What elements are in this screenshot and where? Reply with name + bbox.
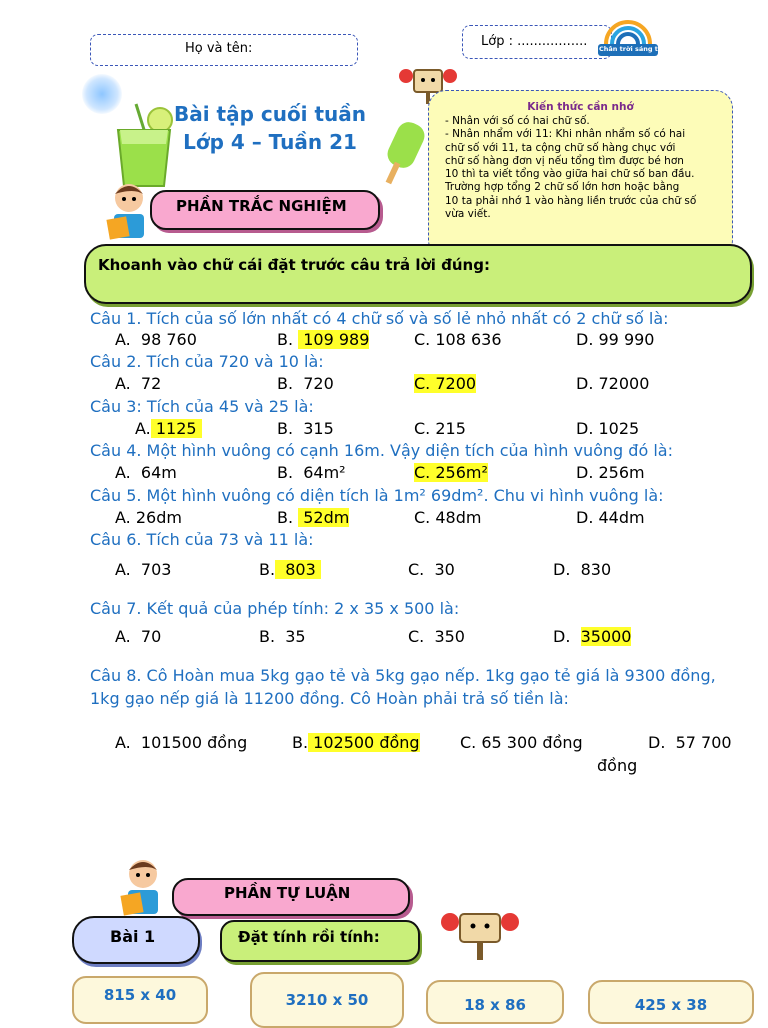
- question-8-line-2: 1kg gạo nếp giá là 11200 đồng. Cô Hoàn phải trả số tiền là:: [90, 689, 569, 708]
- knowledge-line: 10 ta phải nhớ 1 vào hàng liền trước của chữ số: [445, 194, 697, 207]
- q2-option-d[interactable]: D. 72000: [576, 374, 650, 393]
- q7-option-c[interactable]: C. 350: [408, 627, 465, 646]
- bai-1-instruction-banner: [220, 920, 420, 962]
- bai-1-label: Bài 1: [110, 927, 156, 946]
- operation-box-2: [250, 972, 404, 1028]
- answer-highlight: C. 7200: [414, 374, 477, 393]
- class-label: Lớp : .................: [481, 34, 588, 49]
- q6-option-b[interactable]: B. 803: [259, 560, 321, 579]
- knowledge-line: chữ số hàng đơn vị nếu tổng tìm được bé hơn: [445, 154, 684, 167]
- q6-option-a[interactable]: A. 703: [115, 560, 172, 579]
- q4-option-d[interactable]: D. 256m: [576, 463, 645, 482]
- worksheet-title: [160, 100, 380, 156]
- q2-option-c[interactable]: [414, 374, 476, 393]
- boxing-sign-icon: [440, 908, 520, 966]
- question-5: Câu 5. Một hình vuông có diện tích là 1m² 69dm². Chu vi hình vuông là:: [90, 486, 664, 505]
- popsicle-icon: [378, 118, 434, 194]
- operation-box-1: [72, 976, 208, 1024]
- section-multiple-choice-title: [150, 190, 380, 230]
- q3-option-d[interactable]: D. 1025: [576, 419, 640, 438]
- operation-box-4: [588, 980, 754, 1024]
- class-field[interactable]: [462, 25, 612, 59]
- q8-option-d-unit: đồng: [597, 756, 638, 775]
- q8-option-c[interactable]: C. 65 300 đồng: [460, 733, 583, 752]
- q3-option-a[interactable]: A. 1125: [135, 419, 202, 438]
- knowledge-box: [428, 90, 733, 258]
- q8-option-b[interactable]: B. 102500 đồng: [292, 733, 420, 752]
- q5-option-a[interactable]: A. 26dm: [115, 508, 182, 527]
- answer-highlight: 803: [275, 560, 321, 579]
- name-field[interactable]: [90, 34, 358, 66]
- section-1-title: PHẦN TRẮC NGHIỆM: [176, 197, 347, 215]
- operation-3: 18 x 86: [464, 996, 526, 1014]
- q1-option-c[interactable]: C. 108 636: [414, 330, 502, 349]
- q8-option-a[interactable]: A. 101500 đồng: [115, 733, 248, 752]
- knowledge-line: 10 thì ta viết tổng vào giữa hai chữ số ban đầu.: [445, 168, 695, 181]
- q5-option-c[interactable]: C. 48dm: [414, 508, 482, 527]
- question-3: Câu 3: Tích của 45 và 25 là:: [90, 397, 314, 416]
- operation-4: 425 x 38: [634, 996, 708, 1014]
- knowledge-line: - Nhân với số có hai chữ số.: [445, 115, 590, 127]
- q1-option-a[interactable]: A. 98 760: [115, 330, 197, 349]
- question-1: Câu 1. Tích của số lớn nhất có 4 chữ số và số lẻ nhỏ nhất có 2 chữ số là:: [90, 309, 669, 328]
- knowledge-line: vừa viết.: [445, 208, 491, 221]
- question-4: Câu 4. Một hình vuông có cạnh 16m. Vậy diện tích của hình vuông đó là:: [90, 441, 673, 460]
- q2-option-a[interactable]: A. 72: [115, 374, 162, 393]
- operation-box-3: [426, 980, 564, 1024]
- section-2-title: PHẦN TỰ LUẬN: [224, 884, 351, 902]
- logo-text: Chân trời sáng tạo: [599, 45, 667, 53]
- knowledge-lines: [445, 115, 696, 221]
- q6-option-c[interactable]: C. 30: [408, 560, 455, 579]
- title-line-2: Lớp 4 – Tuần 21: [183, 130, 357, 154]
- answer-highlight: 102500 đồng: [308, 733, 420, 752]
- instruction-text: Khoanh vào chữ cái đặt trước câu trả lời đúng:: [98, 256, 490, 274]
- q1-option-d[interactable]: D. 99 990: [576, 330, 655, 349]
- section-essay-title: [172, 878, 410, 916]
- boy-reading-icon: [118, 856, 168, 924]
- q5-option-b[interactable]: B. 52dm: [277, 508, 350, 527]
- q8-option-d[interactable]: D. 57 700: [648, 733, 732, 752]
- question-2: Câu 2. Tích của 720 và 10 là:: [90, 352, 324, 371]
- q4-option-b[interactable]: B. 64m²: [277, 463, 346, 482]
- q3-option-c[interactable]: C. 215: [414, 419, 466, 438]
- question-8-line-1: Câu 8. Cô Hoàn mua 5kg gạo tẻ và 5kg gạo nếp. 1kg gạo tẻ giá là 9300 đồng,: [90, 666, 716, 685]
- knowledge-line: Trường hợp tổng 2 chữ số lớn hơn hoặc bằng: [445, 181, 680, 194]
- q7-option-b[interactable]: B. 35: [259, 627, 306, 646]
- knowledge-heading: Kiến thức cần nhớ: [527, 101, 634, 113]
- q1-option-b[interactable]: B. 109 989: [277, 330, 370, 349]
- question-6: Câu 6. Tích của 73 và 11 là:: [90, 530, 314, 549]
- answer-highlight: 35000: [580, 627, 632, 646]
- question-7: Câu 7. Kết quả của phép tính: 2 x 35 x 500 là:: [90, 599, 460, 618]
- operation-1: 815 x 40: [103, 986, 177, 1004]
- logo-sun-icon: [596, 14, 660, 64]
- q2-option-b[interactable]: B. 720: [277, 374, 334, 393]
- knowledge-line: chữ số với 11, ta cộng chữ số hàng chục với: [445, 141, 676, 154]
- name-label: Họ và tên:: [185, 41, 253, 56]
- operation-2: 3210 x 50: [285, 991, 369, 1009]
- q4-option-a[interactable]: A. 64m: [115, 463, 177, 482]
- boy-reading-icon: [104, 180, 154, 248]
- instruction-banner: [84, 244, 752, 304]
- bai-1-label-badge: [72, 916, 200, 964]
- title-line-1: Bài tập cuối tuần: [173, 102, 367, 126]
- answer-highlight: 109 989: [298, 330, 369, 349]
- publisher-logo: [596, 14, 667, 64]
- q7-option-d[interactable]: D. 35000: [553, 627, 632, 646]
- knowledge-line: - Nhân nhẩm với 11: Khi nhân nhẩm số có hai: [445, 128, 686, 141]
- q4-option-c[interactable]: [414, 463, 488, 482]
- q3-option-b[interactable]: B. 315: [277, 419, 334, 438]
- answer-highlight: 1125: [151, 419, 202, 438]
- q7-option-a[interactable]: A. 70: [115, 627, 162, 646]
- answer-highlight: C. 256m²: [414, 463, 488, 482]
- answer-highlight: 52dm: [298, 508, 349, 527]
- q5-option-d[interactable]: D. 44dm: [576, 508, 645, 527]
- q6-option-d[interactable]: D. 830: [553, 560, 612, 579]
- bai-1-instruction: Đặt tính rồi tính:: [238, 928, 380, 946]
